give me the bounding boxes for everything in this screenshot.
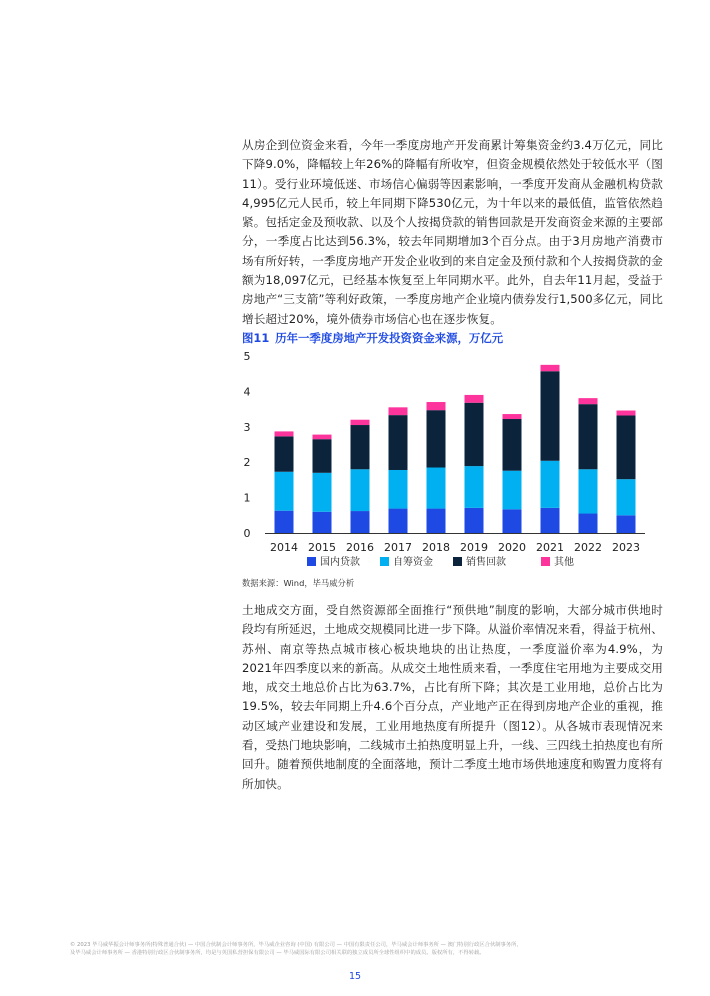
bar-2019-series-2 bbox=[465, 403, 484, 466]
body-paragraph-funding: 从房企到位资金来看，今年一季度房地产开发商累计筹集资金约3.4万亿元，同比下降9.0%，降幅较上年26%的降幅有所收窄，但资金规模依然处于较低水平（图11）。受行业环境低迷、市场信心偏弱等因素影响，一季度开发商从金融机构贷款4,995亿元人民币，较上年同期下降530亿元，为十年以来的最低值，监管依然趋紧。包括定金及预收款、以及个人按揭贷款的销售回款是开发商资金来源的主要部分，一季度占比达到56.3%，较去年同期增加3个百分点。由于3月房地产消费市场有所好转，一季度房地产开发企业收到的来自定金及预付款和个人按揭贷款的金额为18,097亿元，已经基本恢复至上年同期水平。此外，自去年11月起，受益于房地产“三支箭”等利好政策，一季度房地产企业境内债券发行1,500多亿元，同比增长超过20%，境外债券市场信心也在逐步恢复。 bbox=[242, 138, 663, 326]
footer-line-2: 及毕马威会计师事务所 — 香港特别行政区合伙制事务所，均是与英国私营担保有限公司 — 毕马威国际有限公司相关联的独立成员所全球性组织中的成员。版权所有，不得转载。 bbox=[70, 950, 485, 956]
bar-2018-series-1 bbox=[427, 468, 446, 509]
legend-swatch-3 bbox=[541, 557, 550, 566]
legend-label-0: 国内贷款 bbox=[320, 557, 360, 568]
legend-label-2: 销售回款 bbox=[466, 557, 506, 568]
legend-swatch-2 bbox=[453, 557, 462, 566]
body-paragraph-land: 土地成交方面，受自然资源部全面推行“预供地”制度的影响，大部分城市供地时段均有所延迟，土地成交规模同比进一步下降。从溢价率情况来看，得益于杭州、苏州、南京等热点城市核心板块地块的出让热度，一季度溢价率为4.9%，为2021年四季度以来的新高。从成交土地性质来看，一季度住宅用地为主要成交用地，成交土地总价占比为63.7%，占比有所下降；其次是工业用地，总价占比为19.5%，较去年同期上升4.6个百分点，产业地产正在得到房地产企业的重视，推动区域产业建设和发展，工业用地热度有所提升（图12）。从各城市表现情况来看，受热门地块影响，二线城市土拍热度明显上升，一线、三四线土拍热度也有所回升。随着预供地制度的全面落地，预计二季度土地市场供地速度和购置力度将有所加快。 bbox=[242, 603, 663, 791]
bar-2022-series-3 bbox=[579, 398, 598, 404]
y-tick-label-4: 4 bbox=[243, 385, 251, 399]
bar-2014-series-1 bbox=[275, 472, 294, 511]
legend-swatch-0 bbox=[307, 557, 316, 566]
x-tick-label-2020: 2020 bbox=[498, 541, 526, 554]
figure-title bbox=[242, 330, 503, 346]
bar-2016-series-2 bbox=[351, 425, 370, 469]
y-tick-label-0: 0 bbox=[243, 527, 251, 540]
bar-2017-series-3 bbox=[389, 407, 408, 415]
bar-2014-series-3 bbox=[275, 431, 294, 436]
y-tick-label-1: 1 bbox=[243, 491, 251, 505]
bar-2019-series-0 bbox=[465, 508, 484, 533]
x-tick-label-2021: 2021 bbox=[536, 541, 564, 554]
y-axis bbox=[244, 350, 251, 540]
bar-2022-series-0 bbox=[579, 514, 598, 533]
bar-2015-series-1 bbox=[313, 473, 332, 512]
bar-2021-series-3 bbox=[541, 365, 560, 371]
bar-2016-series-0 bbox=[351, 511, 370, 533]
x-tick-label-2016: 2016 bbox=[346, 541, 374, 554]
bar-2014-series-0 bbox=[275, 511, 294, 533]
footer-line-1: © 2023 毕马威华振会计师事务所(特殊普通合伙) — 中国合伙制会计师事务所，毕马威企业咨询 (中国) 有限公司 — 中国有限责任公司，毕马威会计师事务所 — 澳门特别行政区合伙制事务所， bbox=[70, 942, 522, 948]
x-tick-label-2018: 2018 bbox=[422, 541, 450, 554]
x-tick-label-2019: 2019 bbox=[460, 541, 488, 554]
bar-2018-series-2 bbox=[427, 410, 446, 467]
bar-2017-series-2 bbox=[389, 415, 408, 470]
bar-2019-series-1 bbox=[465, 466, 484, 508]
legend-label-1: 自筹资金 bbox=[393, 557, 433, 568]
bar-2021-series-1 bbox=[541, 461, 560, 508]
bar-2022-series-2 bbox=[579, 404, 598, 469]
bars-group bbox=[275, 365, 636, 533]
y-tick-label-3: 3 bbox=[243, 420, 251, 434]
bar-2020-series-1 bbox=[503, 471, 522, 510]
y-tick-label-5: 5 bbox=[243, 350, 251, 363]
figure-number: 图11 bbox=[242, 331, 270, 345]
bar-2015-series-2 bbox=[313, 439, 332, 473]
bar-2020-series-3 bbox=[503, 414, 522, 419]
x-tick-label-2017: 2017 bbox=[384, 541, 412, 554]
x-tick-label-2023: 2023 bbox=[612, 541, 640, 554]
legend-label-3: 其他 bbox=[554, 557, 574, 568]
x-tick-label-2015: 2015 bbox=[308, 541, 336, 554]
bar-2023-series-2 bbox=[617, 415, 636, 479]
bar-2016-series-3 bbox=[351, 420, 370, 425]
bar-2023-series-3 bbox=[617, 411, 636, 416]
x-tick-label-2014: 2014 bbox=[270, 541, 298, 554]
bar-2021-series-0 bbox=[541, 508, 560, 533]
bar-2019-series-3 bbox=[465, 395, 484, 403]
bar-2017-series-1 bbox=[389, 470, 408, 509]
legend-swatch-1 bbox=[380, 557, 389, 566]
figure-caption: 历年一季度房地产开发投资资金来源，万亿元 bbox=[275, 331, 504, 345]
bar-2018-series-3 bbox=[427, 402, 446, 410]
bar-2017-series-0 bbox=[389, 509, 408, 533]
bar-2015-series-3 bbox=[313, 435, 332, 440]
bar-2014-series-2 bbox=[275, 436, 294, 471]
bar-2020-series-2 bbox=[503, 419, 522, 471]
chart-legend bbox=[307, 555, 574, 568]
bar-2023-series-1 bbox=[617, 479, 636, 515]
y-tick-label-2: 2 bbox=[243, 456, 251, 470]
bar-2018-series-0 bbox=[427, 509, 446, 533]
x-axis bbox=[265, 534, 645, 555]
bar-2020-series-0 bbox=[503, 509, 522, 533]
bar-2022-series-1 bbox=[579, 469, 598, 513]
page-number: 15 bbox=[348, 971, 362, 982]
stacked-bar-chart bbox=[235, 346, 655, 576]
bar-2021-series-2 bbox=[541, 371, 560, 461]
x-tick-label-2022: 2022 bbox=[574, 541, 602, 554]
bar-2015-series-0 bbox=[313, 512, 332, 533]
copyright-footer bbox=[70, 941, 642, 957]
figure-source: 数据来源：Wind，毕马威分析 bbox=[242, 578, 355, 588]
bar-2016-series-1 bbox=[351, 469, 370, 511]
bar-2023-series-0 bbox=[617, 515, 636, 533]
